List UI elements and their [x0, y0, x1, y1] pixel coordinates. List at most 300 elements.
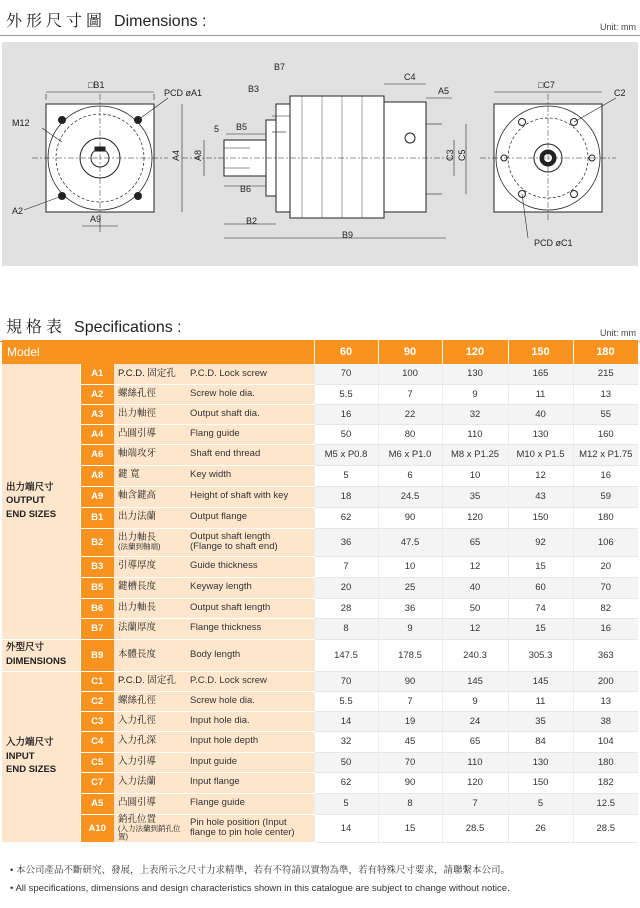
label-pcd-a1: PCD øA1	[164, 88, 203, 98]
row-name-cn	[114, 404, 188, 424]
row-name-en-text-2: (Flange to shaft end)	[190, 541, 278, 552]
dimensions-title	[6, 8, 207, 31]
row-name-cn	[114, 364, 188, 384]
label-a2: A2	[12, 206, 24, 216]
value-cell: 90	[378, 772, 442, 793]
value-cell: 7	[442, 793, 508, 814]
row-name-cn-text: P.C.D. 固定孔	[118, 674, 176, 686]
row-name-cn	[114, 711, 188, 731]
row-name-en-text: Screw hole dia.	[190, 694, 255, 706]
row-name-cn-sub: (入力法蘭到銷孔位置)	[118, 823, 181, 842]
value-cell: 90	[378, 507, 442, 528]
value-cell: 36	[378, 598, 442, 618]
value-cell: 8	[314, 618, 378, 639]
row-name-en	[188, 618, 314, 639]
row-code: A5	[80, 793, 114, 814]
row-name-en-text: Flang guide	[190, 427, 240, 439]
label-b9: B9	[342, 230, 354, 240]
row-name-cn-text: 出力軸長	[118, 601, 157, 613]
row-name-cn	[114, 556, 188, 577]
value-cell: M12 x P1.75	[573, 444, 638, 465]
group-label-line: 外型尺寸	[6, 642, 45, 654]
value-cell: 35	[442, 486, 508, 507]
table-row	[2, 528, 638, 556]
row-name-cn-text: 出力軸長	[118, 531, 157, 543]
value-cell: 13	[573, 384, 638, 404]
value-cell: 82	[573, 598, 638, 618]
value-cell: 22	[378, 404, 442, 424]
row-name-cn-text: 螺絲孔徑	[118, 694, 157, 706]
model-header-90: 90	[378, 340, 442, 364]
row-code: A1	[80, 364, 114, 384]
value-cell: 363	[573, 639, 638, 671]
value-cell: M5 x P0.8	[314, 444, 378, 465]
group-label-line: DIMENSIONS	[6, 656, 67, 667]
row-code: B6	[80, 598, 114, 618]
label-c5: C5	[457, 149, 467, 161]
row-code: B9	[80, 639, 114, 671]
row-name-en	[188, 772, 314, 793]
row-name-cn-text: 出力軸徑	[118, 407, 157, 419]
row-name-en-text: Key width	[190, 469, 232, 481]
value-cell: 10	[442, 465, 508, 486]
table-row	[2, 577, 638, 598]
table-row	[2, 793, 638, 814]
specifications-title-en: Specifications :	[74, 319, 182, 336]
value-cell: 16	[573, 618, 638, 639]
label-m12: M12	[12, 118, 30, 128]
row-name-en-text: Input hole depth	[190, 735, 259, 747]
specifications-title	[6, 314, 182, 337]
table-row	[2, 384, 638, 404]
value-cell: 45	[378, 731, 442, 752]
value-cell: 9	[442, 691, 508, 711]
row-code: A10	[80, 814, 114, 842]
row-name-cn-text: 引導厚度	[118, 560, 157, 572]
specifications-table-body	[2, 340, 638, 842]
value-cell: 40	[508, 404, 573, 424]
row-name-cn	[114, 618, 188, 639]
row-code: B1	[80, 507, 114, 528]
value-cell: 28	[314, 598, 378, 618]
value-cell: 38	[573, 711, 638, 731]
value-cell: M6 x P1.0	[378, 444, 442, 465]
group-label-output	[2, 364, 80, 639]
row-name-en	[188, 507, 314, 528]
value-cell: 16	[314, 404, 378, 424]
group-label-line: OUTPUT	[6, 495, 46, 507]
value-cell: 36	[314, 528, 378, 556]
note-en: • All specifications, dimensions and design characteristics shown in this catalogue are subject to change without notice.	[10, 883, 510, 894]
table-row	[2, 671, 638, 691]
value-cell: 47.5	[378, 528, 442, 556]
model-header-150: 150	[508, 340, 573, 364]
label-b2: B2	[246, 216, 258, 226]
label-pcd-c1: PCD øC1	[534, 238, 573, 248]
row-name-en	[188, 486, 314, 507]
row-code: A9	[80, 486, 114, 507]
row-name-en-text: P.C.D. Lock screw	[190, 674, 267, 686]
table-row	[2, 772, 638, 793]
value-cell: 26	[508, 814, 573, 842]
row-name-en-text: Flange guide	[190, 797, 245, 809]
row-name-en	[188, 444, 314, 465]
row-name-en	[188, 364, 314, 384]
value-cell: 12.5	[573, 793, 638, 814]
value-cell: 50	[442, 598, 508, 618]
value-cell: 74	[508, 598, 573, 618]
value-cell: 60	[508, 577, 573, 598]
specifications-header	[0, 306, 640, 342]
row-name-cn-text: 本體長度	[118, 648, 157, 660]
row-name-cn	[114, 444, 188, 465]
table-row	[2, 444, 638, 465]
label-a9: A9	[90, 214, 102, 224]
row-name-en-text: P.C.D. Lock screw	[190, 367, 267, 379]
value-cell: 15	[508, 556, 573, 577]
value-cell: 5	[314, 465, 378, 486]
row-name-cn	[114, 507, 188, 528]
value-cell: 15	[378, 814, 442, 842]
value-cell: 130	[442, 364, 508, 384]
row-name-cn-text: P.C.D. 固定孔	[118, 367, 176, 379]
row-name-cn	[114, 528, 188, 556]
table-row	[2, 618, 638, 639]
value-cell: 100	[378, 364, 442, 384]
row-name-cn	[114, 772, 188, 793]
value-cell: 165	[508, 364, 573, 384]
value-cell: 12	[508, 465, 573, 486]
value-cell: 35	[508, 711, 573, 731]
value-cell: 11	[508, 691, 573, 711]
value-cell: 104	[573, 731, 638, 752]
value-cell: 7	[314, 556, 378, 577]
row-name-en	[188, 465, 314, 486]
specifications-title-cn: 規格表	[6, 319, 67, 336]
value-cell: 160	[573, 424, 638, 444]
label-b7: B7	[274, 62, 286, 72]
dimension-drawing	[2, 42, 638, 266]
value-cell: 70	[573, 577, 638, 598]
table-row	[2, 364, 638, 384]
row-name-en	[188, 731, 314, 752]
row-name-cn-text: 鍵 寬	[118, 469, 140, 481]
value-cell: 120	[442, 507, 508, 528]
table-row	[2, 598, 638, 618]
row-name-cn-text: 軸含鍵高	[118, 490, 157, 502]
table-row	[2, 486, 638, 507]
row-name-en	[188, 793, 314, 814]
value-cell: 19	[378, 711, 442, 731]
group-label-line: END SIZES	[6, 509, 57, 521]
row-name-en-text: Keyway length	[190, 581, 252, 593]
value-cell: 150	[508, 507, 573, 528]
table-row	[2, 752, 638, 772]
row-name-en	[188, 639, 314, 671]
value-cell: 5.5	[314, 691, 378, 711]
value-cell: 9	[378, 618, 442, 639]
value-cell: 130	[508, 424, 573, 444]
value-cell: 28.5	[442, 814, 508, 842]
dimensions-header	[0, 0, 640, 36]
row-name-cn-text: 凸圓引導	[118, 797, 157, 809]
row-name-cn-text: 銷孔位置	[118, 813, 157, 825]
group-label-dimensions	[2, 639, 80, 671]
row-code: B7	[80, 618, 114, 639]
group-label-line: INPUT	[6, 750, 35, 762]
row-name-cn	[114, 465, 188, 486]
value-cell: 55	[573, 404, 638, 424]
value-cell: 110	[442, 752, 508, 772]
value-cell: 28.5	[573, 814, 638, 842]
label-a5: A5	[438, 86, 450, 96]
value-cell: 7	[378, 691, 442, 711]
row-name-cn	[114, 671, 188, 691]
label-c7: □C7	[538, 80, 555, 90]
row-name-en-text: Input hole dia.	[190, 714, 250, 726]
row-name-en	[188, 598, 314, 618]
value-cell: 80	[378, 424, 442, 444]
row-name-cn	[114, 424, 188, 444]
table-row	[2, 639, 638, 671]
row-name-cn-text: 入力法蘭	[118, 776, 157, 788]
table-row	[2, 731, 638, 752]
row-name-en	[188, 577, 314, 598]
table-row	[2, 424, 638, 444]
group-label-line: 出力端尺寸	[6, 481, 54, 493]
dimensions-unit: Unit: mm	[600, 22, 636, 32]
row-name-cn	[114, 752, 188, 772]
value-cell: 12	[442, 618, 508, 639]
table-header-row	[2, 340, 638, 364]
note-cn: • 本公司產品不斷研究、發展，上表所示之尺寸力求精準，若有不符請以實物為準，若有特殊尺寸要求，請聯繫本公司。	[10, 865, 510, 876]
value-cell: 70	[314, 671, 378, 691]
value-cell: 32	[442, 404, 508, 424]
value-cell: 305.3	[508, 639, 573, 671]
value-cell: 11	[508, 384, 573, 404]
row-name-en-text: Shaft end thread	[190, 448, 261, 460]
value-cell: 10	[378, 556, 442, 577]
row-name-cn-text: 軸端攻牙	[118, 448, 157, 460]
value-cell: 200	[573, 671, 638, 691]
value-cell: 8	[378, 793, 442, 814]
table-row	[2, 691, 638, 711]
row-name-cn	[114, 639, 188, 671]
row-name-en-text-2: flange to pin hole center)	[190, 827, 295, 838]
row-code: B3	[80, 556, 114, 577]
value-cell: 178.5	[378, 639, 442, 671]
row-name-cn-text: 法蘭厚度	[118, 622, 157, 634]
value-cell: 65	[442, 731, 508, 752]
row-name-cn	[114, 577, 188, 598]
row-name-en	[188, 528, 314, 556]
row-code: B2	[80, 528, 114, 556]
row-code: A2	[80, 384, 114, 404]
value-cell: 65	[442, 528, 508, 556]
row-code: C2	[80, 691, 114, 711]
value-cell: 20	[314, 577, 378, 598]
label-five: 5	[214, 124, 220, 134]
row-name-cn	[114, 486, 188, 507]
row-code: A3	[80, 404, 114, 424]
value-cell: 130	[508, 752, 573, 772]
row-code: A8	[80, 465, 114, 486]
value-cell: 120	[442, 772, 508, 793]
label-b6: B6	[240, 184, 252, 194]
row-name-en-text: Pin hole position (Input	[190, 816, 287, 828]
label-b5: B5	[236, 122, 248, 132]
label-c2: C2	[614, 88, 626, 98]
table-row	[2, 711, 638, 731]
dimensions-rule	[0, 35, 640, 36]
specifications-unit: Unit: mm	[600, 328, 636, 338]
row-name-en	[188, 752, 314, 772]
row-name-en-text: Input guide	[190, 755, 238, 767]
value-cell: 62	[314, 772, 378, 793]
value-cell: 90	[378, 671, 442, 691]
row-name-en	[188, 711, 314, 731]
row-name-en-text: Output shaft length	[190, 530, 271, 542]
model-header-120: 120	[442, 340, 508, 364]
value-cell: 215	[573, 364, 638, 384]
dimensions-title-en: Dimensions :	[114, 13, 207, 30]
value-cell: 32	[314, 731, 378, 752]
value-cell: 13	[573, 691, 638, 711]
row-name-en	[188, 814, 314, 842]
value-cell: 240.3	[442, 639, 508, 671]
table-row	[2, 404, 638, 424]
value-cell: 150	[508, 772, 573, 793]
row-name-cn	[114, 731, 188, 752]
value-cell: 50	[314, 424, 378, 444]
value-cell: 14	[314, 814, 378, 842]
row-name-en-text: Screw hole dia.	[190, 387, 255, 399]
dimensions-title-cn: 外形尺寸圖	[6, 13, 107, 30]
table-row	[2, 465, 638, 486]
row-name-en-text: Guide thickness	[190, 560, 258, 572]
row-name-en-text: Input flange	[190, 776, 240, 788]
specifications-table	[2, 340, 639, 843]
row-name-cn-text: 入力孔徑	[118, 714, 157, 726]
output-flange-view	[24, 92, 168, 232]
row-name-en-text: Output flange	[190, 511, 248, 523]
value-cell: 84	[508, 731, 573, 752]
row-name-cn-text: 螺絲孔徑	[118, 387, 157, 399]
group-label-line: END SIZES	[6, 764, 57, 776]
value-cell: 50	[314, 752, 378, 772]
value-cell: 70	[378, 752, 442, 772]
input-flange-view	[480, 92, 616, 238]
group-label-line: 入力端尺寸	[6, 736, 54, 748]
row-name-cn-text: 入力孔深	[118, 735, 157, 747]
value-cell: 25	[378, 577, 442, 598]
value-cell: 70	[314, 364, 378, 384]
value-cell: 16	[573, 465, 638, 486]
label-B1: □B1	[88, 80, 105, 90]
value-cell: M10 x P1.5	[508, 444, 573, 465]
row-name-cn-text: 出力法蘭	[118, 511, 157, 523]
row-name-en	[188, 671, 314, 691]
value-cell: 180	[573, 752, 638, 772]
row-name-en-text: Height of shaft with key	[190, 490, 289, 502]
row-name-en	[188, 404, 314, 424]
model-header-60: 60	[314, 340, 378, 364]
model-header-label: Model	[2, 340, 314, 364]
row-name-en-text: Output shaft dia.	[190, 407, 260, 419]
notes	[10, 862, 635, 901]
row-code: A6	[80, 444, 114, 465]
value-cell: 24	[442, 711, 508, 731]
value-cell: 59	[573, 486, 638, 507]
value-cell: 43	[508, 486, 573, 507]
row-code: C3	[80, 711, 114, 731]
value-cell: M8 x P1.25	[442, 444, 508, 465]
row-name-cn-sub: (法蘭到軸端)	[118, 542, 161, 552]
group-label-input	[2, 671, 80, 842]
row-name-cn-text: 入力引導	[118, 755, 157, 767]
value-cell: 110	[442, 424, 508, 444]
value-cell: 18	[314, 486, 378, 507]
row-name-cn	[114, 384, 188, 404]
gearbox-side-view	[182, 84, 466, 238]
row-name-cn	[114, 793, 188, 814]
table-row	[2, 814, 638, 842]
row-code: C5	[80, 752, 114, 772]
row-name-en	[188, 556, 314, 577]
label-a4: A4	[171, 149, 181, 161]
value-cell: 5	[314, 793, 378, 814]
value-cell: 14	[314, 711, 378, 731]
value-cell: 145	[508, 671, 573, 691]
value-cell: 106	[573, 528, 638, 556]
row-name-cn	[114, 691, 188, 711]
value-cell: 6	[378, 465, 442, 486]
table-row	[2, 507, 638, 528]
value-cell: 147.5	[314, 639, 378, 671]
value-cell: 182	[573, 772, 638, 793]
row-name-cn-text: 凸圓引導	[118, 427, 157, 439]
row-name-en-text: Body length	[190, 648, 241, 660]
label-c3: C3	[445, 149, 455, 161]
row-name-en-text: Output shaft length	[190, 601, 271, 613]
value-cell: 145	[442, 671, 508, 691]
row-name-en-text: Flange thickness	[190, 622, 262, 634]
value-cell: 5.5	[314, 384, 378, 404]
table-row	[2, 556, 638, 577]
row-name-en	[188, 384, 314, 404]
value-cell: 180	[573, 507, 638, 528]
value-cell: 15	[508, 618, 573, 639]
row-name-cn-text: 鍵槽長度	[118, 581, 157, 593]
row-code: C1	[80, 671, 114, 691]
row-code: C4	[80, 731, 114, 752]
value-cell: 40	[442, 577, 508, 598]
label-c4: C4	[404, 72, 416, 82]
model-header-180: 180	[573, 340, 638, 364]
value-cell: 20	[573, 556, 638, 577]
value-cell: 62	[314, 507, 378, 528]
row-code: C7	[80, 772, 114, 793]
row-name-en	[188, 691, 314, 711]
label-b3: B3	[248, 84, 260, 94]
row-name-cn	[114, 598, 188, 618]
label-a8: A8	[193, 149, 203, 161]
row-code: A4	[80, 424, 114, 444]
value-cell: 9	[442, 384, 508, 404]
row-name-en	[188, 424, 314, 444]
value-cell: 7	[378, 384, 442, 404]
row-code: B5	[80, 577, 114, 598]
